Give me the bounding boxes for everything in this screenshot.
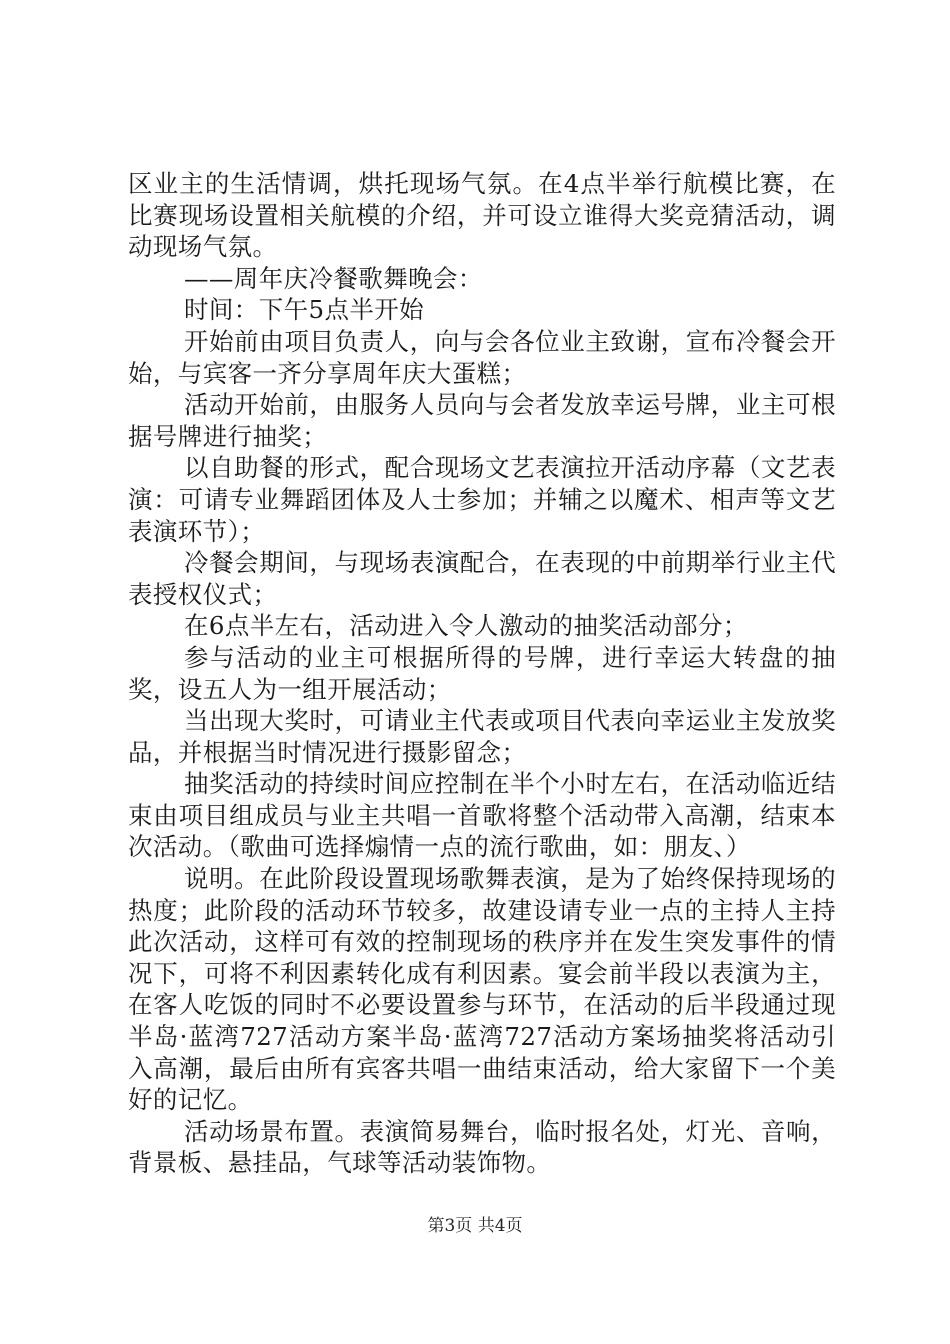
paragraph: 开始前由项目负责人，向与会各位业主致谢，宣布冷餐会开始，与宾客一齐分享周年庆大蛋糕； <box>128 326 836 388</box>
paragraph-scene-setup: 活动场景布置。表演简易舞台，临时报名处，灯光、音响，背景板、悬挂品，气球等活动装饰物。 <box>128 1116 836 1178</box>
paragraph-section-heading: ——周年庆冷餐歌舞晚会： <box>184 263 483 293</box>
page-footer: 第3页 共4页 <box>427 1216 523 1236</box>
paragraph: 冷餐会期间，与现场表演配合，在表现的中前期举行业主代表授权仪式； <box>128 548 836 609</box>
paragraph: 抽奖活动的持续时间应控制在半个小时左右，在活动临近结束由项目组成员与业主共唱一首歌将整个活动带入高潮，结束本次活动。（歌曲可选择煽情一点的流行歌曲，如：朋友、） <box>128 769 836 862</box>
paragraph: 以自助餐的形式，配合现场文艺表演拉开活动序幕（文艺表演：可请专业舞蹈团体及人士参加；并辅之以魔术、相声等文艺表演环节）； <box>128 453 836 546</box>
paragraph-explanation: 说明。在此阶段设置现场歌舞表演，是为了始终保持现场的热度；此阶段的活动环节较多，故建设请专业一点的主持人主持此次活动，这样可有效的控制现场的秩序并在发生突发事件的情况下，可将不利因素转化成有利因素。宴会前半段以表演为主，在客人吃饭的同时不必要设置参与环节，在活动的后半段通过现半岛·蓝湾727活动方案半岛·蓝湾727活动方案场抽奖将活动引入高潮，最后由所有宾客共唱一曲结束活动，给大家留下一个美好的记忆。 <box>128 864 836 1115</box>
paragraph: 参与活动的业主可根据所得的号牌，进行幸运大转盘的抽奖，设五人为一组开展活动； <box>128 642 836 704</box>
paragraph: 当出现大奖时，可请业主代表或项目代表向幸运业主发放奖品，并根据当时情况进行摄影留念； <box>128 706 836 767</box>
document-body <box>128 168 836 1179</box>
paragraph: 活动开始前，由服务人员向与会者发放幸运号牌，业主可根据号牌进行抽奖； <box>128 390 836 451</box>
paragraph: 在6点半左右，活动进入令人激动的抽奖活动部分； <box>184 611 748 641</box>
paragraph-time: 时间：下午5点半开始 <box>184 295 425 325</box>
paragraph-continuation: 区业主的生活情调，烘托现场气氛。在4点半举行航模比赛，在比赛现场设置相关航模的介绍，并可设立谁得大奖竞猜活动，调动现场气氛。 <box>128 169 836 262</box>
